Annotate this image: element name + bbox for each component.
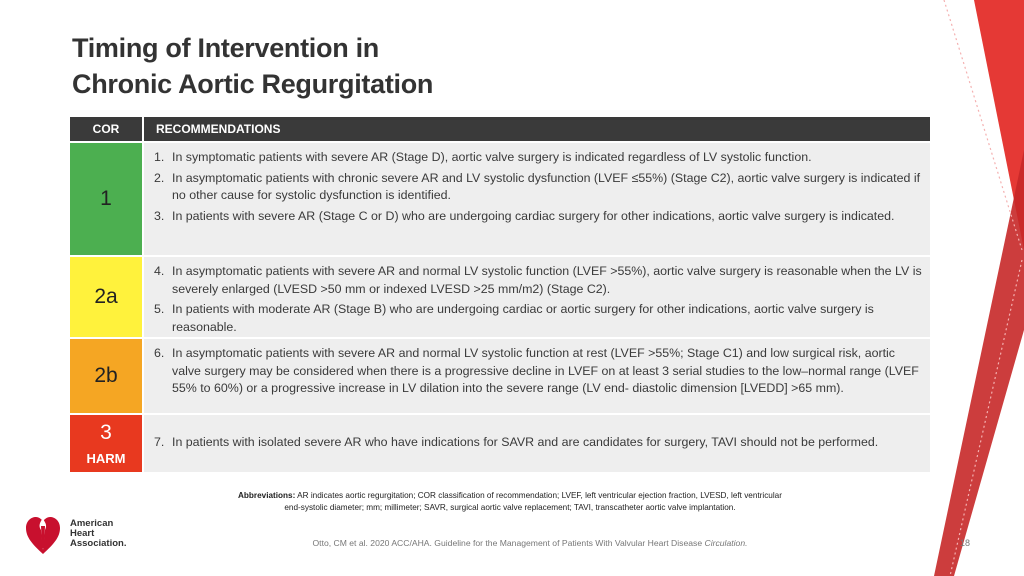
item-number: 6. [154, 346, 165, 360]
abbreviations-note [230, 490, 790, 514]
item-text: In patients with severe AR (Stage C or D) who are undergoing cardiac surgery for other indications, aortic valve surgery is indicated. [172, 208, 895, 223]
item-text: In asymptomatic patients with severe AR and normal LV systolic function (LVEF >55%), aortic valve surgery is reasonable when the LV is severely enlarged (LVESD >50 mm or indexed LVESD >25 mm/m2) (Stage C2). [172, 264, 922, 296]
item-text: In symptomatic patients with severe AR (Stage D), aortic valve surgery is indicated regardless of LV systolic function. [172, 150, 812, 164]
cor-cell [70, 257, 142, 337]
header-recommendations: RECOMMENDATIONS [156, 122, 281, 136]
item-text: In asymptomatic patients with severe AR and normal LV systolic function at rest (LVEF >55%; Stage C1) and low surgical risk, aortic valve surgery may be considered when there is a progressive decline in LVEF on at least 3 serial studies to the low–normal range (LVEF 55% to 60%) or a progressive increase in LV dilation into the severe range (LV end- diastolic dimension [LVEDD] >65 mm). [172, 346, 919, 395]
table-header [70, 117, 930, 141]
recommendations-table [70, 117, 930, 472]
header-cor: COR [92, 122, 120, 136]
logo-line-3: Association. [70, 538, 127, 549]
table-row-cor-3-harm [70, 415, 930, 472]
recommendation-item [154, 149, 922, 167]
cor-cell [70, 143, 142, 255]
table-row-cor-2a [70, 257, 930, 337]
page-title [72, 30, 433, 102]
cor-level: 1 [100, 187, 112, 210]
heart-torch-icon [24, 512, 62, 556]
item-text: In asymptomatic patients with chronic severe AR and LV systolic dysfunction (LVEF ≤55%) (Stage C2), aortic valve surgery is indicated if no other cause for systolic dysfunction is identified. [172, 170, 921, 202]
logo-wordmark [70, 519, 127, 549]
recommendation-item [154, 263, 922, 298]
recommendation-item [154, 301, 922, 336]
table-row-cor-1 [70, 143, 930, 255]
recommendation-cell [144, 143, 930, 255]
citation-text: Otto, CM et al. 2020 ACC/AHA. Guideline for the Management of Patients With Valvular Heart Disease [312, 538, 705, 548]
cor-level: 2a [94, 285, 118, 308]
logo-line-2: Heart [70, 528, 95, 539]
recommendation-item [154, 345, 922, 398]
cor-level: 2b [94, 364, 118, 387]
title-line-2: Chronic Aortic Regurgitation [72, 69, 434, 99]
item-number: 5. [154, 302, 165, 316]
cor-harm-label: HARM [86, 451, 126, 466]
abbreviations-text: AR indicates aortic regurgitation; COR classification of recommendation; LVEF, left ventricular ejection fraction, LVESD, left ventricular end-systolic diameter; mm; millimeter; SAVR, surgical aortic valve replacement; TAVI, transcatheter aortic valve implantation. [284, 491, 782, 512]
page-number: 18 [960, 538, 971, 548]
item-number: 1. [154, 150, 165, 164]
cor-level: 3 [100, 421, 112, 444]
aha-logo [24, 512, 127, 556]
cor-cell [70, 339, 142, 413]
title-line-1: Timing of Intervention in [72, 33, 379, 63]
cor-cell [70, 415, 142, 472]
recommendation-cell [144, 415, 930, 472]
recommendation-cell [144, 339, 930, 413]
item-text: In patients with moderate AR (Stage B) who are undergoing cardiac or aortic surgery for other indications, aortic valve surgery is reasonable. [172, 302, 874, 334]
abbreviations-label: Abbreviations: [238, 491, 296, 500]
logo-line-1: American [70, 518, 114, 529]
item-number: 7. [154, 435, 165, 450]
recommendation-item [154, 170, 922, 205]
recommendation-cell [144, 257, 930, 337]
item-number: 3. [154, 208, 165, 223]
item-number: 4. [154, 264, 165, 278]
table-row-cor-2b [70, 339, 930, 413]
item-text: In patients with isolated severe AR who have indications for SAVR and are candidates for surgery, TAVI should not be performed. [172, 435, 879, 450]
recommendation-item [154, 208, 922, 226]
recommendation-item [154, 434, 922, 452]
item-number: 2. [154, 170, 165, 185]
citation-journal: Circulation. [704, 538, 748, 548]
decorative-edge-shapes [914, 0, 1024, 576]
citation [250, 538, 810, 548]
